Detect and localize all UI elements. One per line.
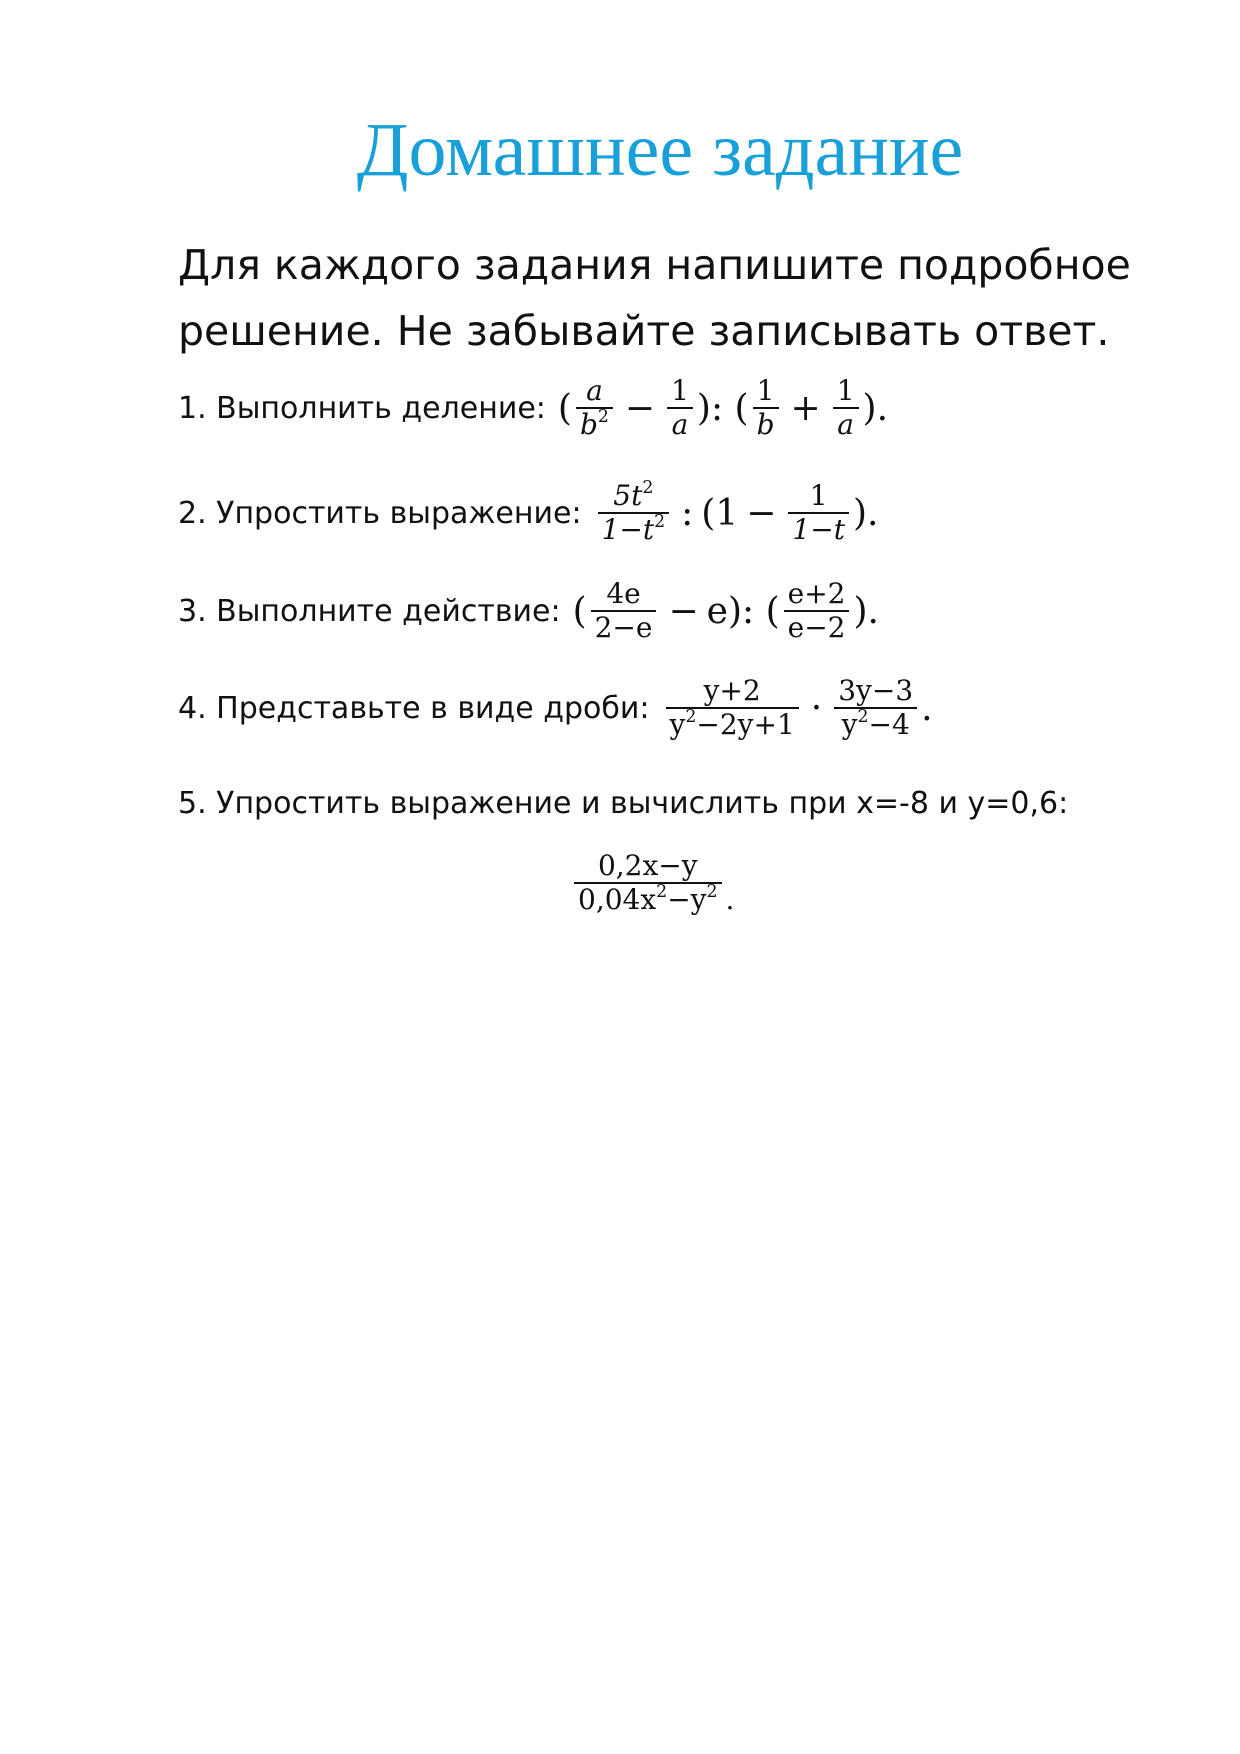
task-1	[178, 375, 888, 441]
task-5-formula: $\frac{0,2x-y}{0,04x^2-y^2}$ .	[570, 850, 734, 916]
page-title: Домашнее задание	[356, 108, 964, 192]
fraction	[833, 375, 859, 441]
numerator: 3y−3	[838, 674, 914, 707]
task-4-label: 4. Представьте в виде дроби:	[178, 690, 650, 726]
denominator: $y^2-4$	[841, 706, 910, 741]
task-2	[178, 477, 879, 546]
task-2-label: 2. Упростить выражение:	[178, 495, 582, 531]
denominator: e−2	[787, 611, 846, 644]
fraction	[591, 578, 657, 644]
denominator: 2−e	[594, 611, 653, 644]
numerator: 0,2x−y	[597, 849, 698, 882]
task-4	[178, 675, 933, 741]
numerator: 1	[756, 374, 775, 407]
denominator: a	[671, 408, 689, 441]
denominator: $b^2$	[579, 406, 609, 441]
numerator: e+2	[787, 577, 846, 610]
task-1-formula: ( $\frac{a}{b^2}$ − $\frac{1}{a}$ ): ( $\frac{1}{b}$ + $\frac{1}{a}$ ).	[557, 374, 889, 441]
numerator: a	[586, 374, 603, 407]
numerator: 1	[836, 374, 855, 407]
denominator: $1-t^2$	[601, 511, 666, 546]
task-5	[178, 786, 1080, 821]
fraction	[834, 675, 917, 741]
fraction	[576, 375, 613, 441]
denominator: b	[756, 408, 775, 441]
task-2-formula: $\frac{5t^2}{1-t^2}$ : ( 1 − $\frac{1}{1-t}$ ).	[594, 480, 879, 546]
fraction	[666, 675, 799, 741]
task-1-label: 1. Выполнить деление:	[178, 390, 546, 426]
numerator: 1	[809, 479, 828, 512]
fraction	[784, 578, 850, 644]
fraction	[753, 375, 779, 441]
instructions: Для каждого задания напишите подробное решение. Не забывайте записывать ответ.	[178, 241, 1131, 355]
denominator: $0,04x^2-y^2$	[578, 881, 718, 916]
task-4-formula: $\frac{y+2}{y^2-2y+1}$ · $\frac{3y-3}{y^2-4}$ .	[662, 675, 933, 741]
fraction	[788, 480, 849, 546]
numerator: 4e	[606, 577, 641, 610]
task-3	[178, 578, 879, 644]
task-3-label: 3. Выполните действие:	[178, 593, 561, 629]
fraction	[598, 477, 670, 546]
denominator: 1−t	[792, 513, 845, 546]
numerator: 1	[671, 374, 689, 407]
numerator: $5t^2$	[613, 477, 654, 512]
denominator: $y^2-2y+1$	[669, 706, 795, 741]
fraction	[574, 850, 722, 916]
fraction	[667, 375, 693, 441]
denominator: a	[837, 408, 854, 441]
numerator: y+2	[703, 674, 761, 707]
task-3-formula: ( $\frac{4e}{2-e}$ − e ): ( $\frac{e+2}{e-2}$ ).	[572, 577, 879, 644]
task-5-label: 5. Упростить выражение и вычислить при x=-8 и y=0,6:	[178, 786, 1069, 821]
